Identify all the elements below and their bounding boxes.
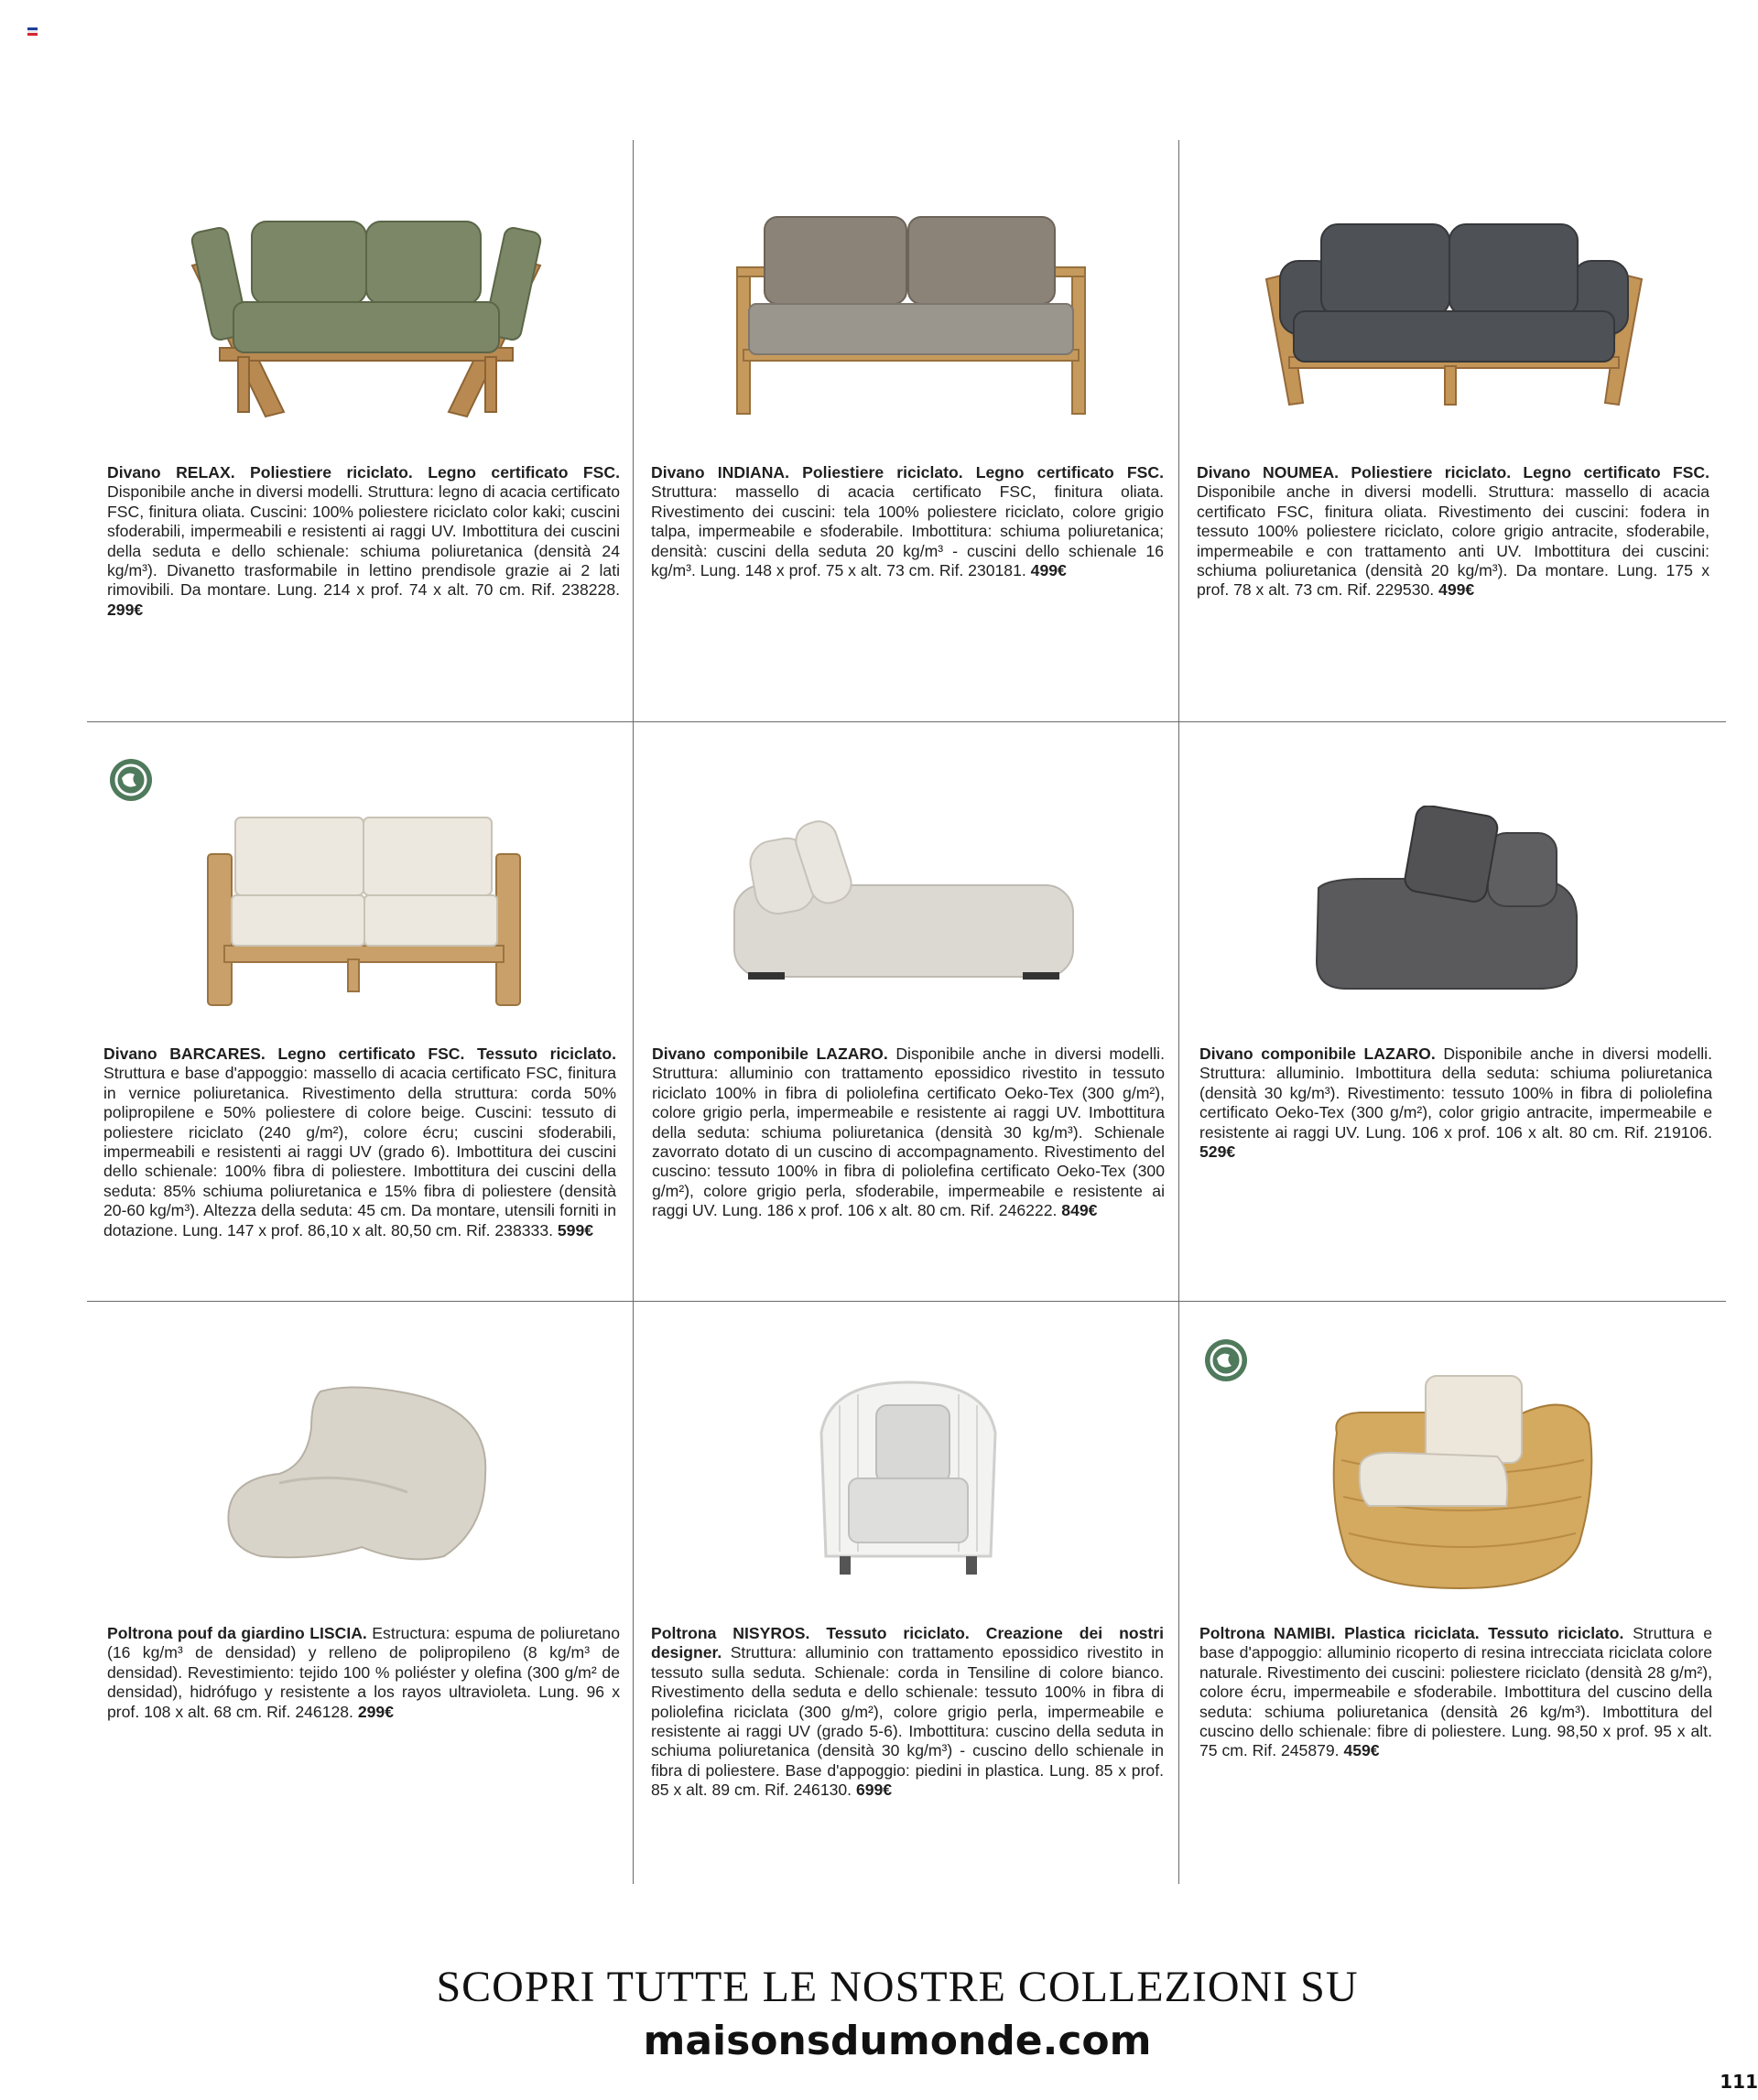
product-details: Struttura e base d'appoggio: alluminio ricoperto di resina intrecciata riciclata colore naturale. Rivestimento dei cuscini: poliestere riciclato (densità 28 g/m²), colore écru, impermeabile e sfoderabile. Imbottitura del cuscino della seduta: schiuma poliuretanica (densità 26 kg/m³). Imbottitura del cuscino dello schienale: fibre di poliestere. Lung. 98,50 x prof. 95 x alt. 75 cm. Rif. 245879. — [1199, 1624, 1712, 1760]
eco-label-icon — [1204, 1338, 1248, 1382]
product-headline: Tessuto riciclato. Creazione dei nostri designer. — [651, 1624, 1165, 1662]
armchair-liscia-image — [224, 1382, 494, 1565]
product-headline: Poliestiere riciclato. Legno certificato FSC. — [789, 463, 1164, 482]
product-description-lazaro-module — [1199, 1045, 1712, 1162]
product-price: 599€ — [557, 1220, 594, 1239]
product-description-relax — [107, 463, 620, 620]
row-divider — [87, 1301, 1726, 1302]
armchair-nisyros-image — [812, 1378, 1004, 1584]
product-description-barcares — [103, 1045, 616, 1240]
product-name: Divano BARCARES. — [103, 1045, 266, 1063]
sofa-indiana-image — [732, 212, 1090, 418]
product-name: Poltrona NAMIBI. — [1199, 1624, 1336, 1642]
sofa-barcares-image — [206, 813, 522, 1010]
product-headline: Poliestiere riciclato. Legno certificato FSC. — [234, 463, 621, 482]
product-description-noumea — [1197, 463, 1709, 601]
product-headline: Legno certificato FSC. Tessuto riciclato. — [265, 1045, 617, 1063]
product-name: Poltrona pouf da giardino LISCIA. — [107, 1624, 367, 1642]
product-details: Disponibile anche in diversi modelli. Struttura: legno di acacia certificato FSC, finitura oliata. Cuscini: 100% poliestere riciclato color kaki; cuscini sfoderabili, impermeabili e resistenti ai raggi UV. Imbottitura dei cuscini della seduta e dello schienale: schiuma poliuretanica (densità 24 kg/m³). Divanetto trasformabile in lettino prendisole grazie ai 2 lati rimovibili. Da montare. Lung. 214 x prof. 74 x alt. 70 cm. Rif. 238228. — [107, 482, 620, 600]
product-name: Poltrona NISYROS. — [651, 1624, 810, 1642]
product-description-liscia — [107, 1624, 620, 1722]
product-description-lazaro-chaise — [652, 1045, 1165, 1221]
product-description-indiana — [651, 463, 1164, 580]
product-details: Struttura e base d'appoggio: massello di acacia certificato FSC, finitura in vernice poliuretanica. Rivestimento della struttura: corda 50% polipropilene e 50% poliestere di colore beige. Cuscini: tessuto di poliestere riciclato (240 g/m²), colore écru; cuscini sfoderabili, impermeabili e resistenti ai raggi UV (grado 6). Imbottitura dei cuscini dello schienale: 100% fibra di poliestere. Imbottitura dei cuscini della seduta: 85% schiuma poliuretanica e 15% fibra di poliestere (densità 20-60 kg/m³). Altezza della seduta: 45 cm. Da montare, utensili forniti in dotazione. Lung. 147 x prof. 86,10 x alt. 80,50 cm. Rif. 238333. — [103, 1064, 616, 1239]
product-price: 299€ — [357, 1702, 394, 1721]
product-details: Estructura: espuma de poliuretano (16 kg/m³ de densidad) y relleno de polipropileno (8 kg/m³ de densidad). Revestimiento: tejido 100 % poliéster y olefina (300 g/m² de densidad), hidrófugo y resistente a los rayos ultravioleta. Lung. 96 x prof. 108 x alt. 68 cm. Rif. 246128. — [107, 1624, 620, 1721]
product-details: Struttura: alluminio con trattamento epossidico rivestito in tessuto sulla seduta. Schienale: corda in Tensiline di colore bianco. Rivestimento della seduta e dello schienale: tessuto 100% in fibra di poliolefina riciclata (300 g/m²), colore grigio perla, impermeabile e resistente ai raggi UV (grado 5-6). Imbottitura: cuscino della seduta in schiuma poliuretanica (densità 30 kg/m³) - cuscino dello schienale in fibra di poliestere. Base d'appoggio: piedini in plastica. Lung. 85 x prof. 85 x alt. 89 cm. Rif. 246130. — [651, 1643, 1164, 1800]
product-price: 499€ — [1438, 580, 1475, 600]
product-price: 699€ — [855, 1781, 893, 1800]
product-name: Divano componibile LAZARO. — [652, 1045, 888, 1063]
product-details: Disponibile anche in diversi modelli. Struttura: massello di acacia certificato FSC, finitura oliata. Rivestimento dei cuscini: fodera in tessuto 100% poliestere riciclato, colore grigio antracite, sfoderabile, impermeabile e con trattamento anti UV. Imbottitura dei cuscini: schiuma poliuretanica (densità 20 kg/m³). Da montare. Lung. 175 x prof. 78 x alt. 73 cm. Rif. 229530. — [1197, 482, 1709, 600]
product-name: Divano NOUMEA. — [1197, 463, 1340, 482]
row-divider — [87, 721, 1726, 722]
armchair-namibi-image — [1323, 1369, 1598, 1593]
product-name: Divano INDIANA. — [651, 463, 789, 482]
sofa-relax-image — [183, 211, 549, 421]
product-details: Struttura: massello di acacia certificato FSC, finitura oliata. Rivestimento dei cuscini: tela 100% poliestere riciclato, colore grigio talpa, impermeabile e sfoderabile. Imbottitura: schiuma poliuretanica; densità: cuscini della seduta 20 kg/m³ - cuscini dello schienale 16 kg/m³. Lung. 148 x prof. 75 x alt. 73 cm. Rif. 230181. — [651, 482, 1164, 580]
product-price: 299€ — [107, 600, 144, 619]
product-name: Divano RELAX. — [107, 463, 235, 482]
flag-icon — [27, 27, 38, 36]
sofa-lazaro-module-image — [1309, 806, 1584, 993]
product-headline: Plastica riciclata. Tessuto riciclato. — [1335, 1624, 1624, 1642]
product-price: 499€ — [1030, 561, 1067, 580]
column-divider — [633, 140, 634, 1884]
product-details: Disponibile anche in diversi modelli. Struttura: alluminio. Imbottitura della seduta: schiuma poliuretanica (densità 30 kg/m³). Rivestimento: tessuto 100% in fibra di poliolefina certificato Oeko-Tex (300 g/m²), color grigio antracite, impermeabile e resistente ai raggi UV. Lung. 106 x prof. 106 x alt. 80 cm. Rif. 219106. — [1199, 1045, 1712, 1142]
product-headline: Poliestiere riciclato. Legno certificato FSC. — [1339, 463, 1709, 482]
footer-title: SCOPRI TUTTE LE NOSTRE COLLEZIONI SU — [436, 1963, 1359, 2011]
product-description-nisyros — [651, 1624, 1164, 1801]
product-price: 529€ — [1199, 1142, 1236, 1162]
product-description-namibi — [1199, 1624, 1712, 1761]
footer-website-link[interactable]: maisonsdumonde.com — [643, 2018, 1152, 2064]
eco-label-icon — [109, 758, 153, 802]
product-name: Divano componibile LAZARO. — [1199, 1045, 1436, 1063]
sofa-lazaro-chaise-image — [730, 817, 1078, 990]
sofa-noumea-image — [1262, 220, 1646, 412]
product-details: Disponibile anche in diversi modelli. Struttura: alluminio con trattamento epossidico rivestito in tessuto riciclato 100% in fibra di poliolefina certificato Oeko-Tex (300 g/m²), colore grigio perla, impermeabile e resistente ai raggi UV. Imbottitura della seduta: schiuma poliuretanica (densità 30 kg/m³). Schienale zavorrato dotato di un cuscino di accompagnamento. Rivestimento del cuscino: tessuto 100% in fibra di poliolefina certificato Oeko-Tex (300 g/m²), colore grigio perla, sfoderabile, impermeabile e resistente ai raggi UV. Lung. 186 x prof. 106 x alt. 80 cm. Rif. 246222. — [652, 1045, 1165, 1220]
product-price: 459€ — [1343, 1741, 1380, 1760]
product-price: 849€ — [1061, 1201, 1098, 1220]
page-number: 111 — [1720, 2071, 1758, 2093]
column-divider — [1178, 140, 1179, 1884]
